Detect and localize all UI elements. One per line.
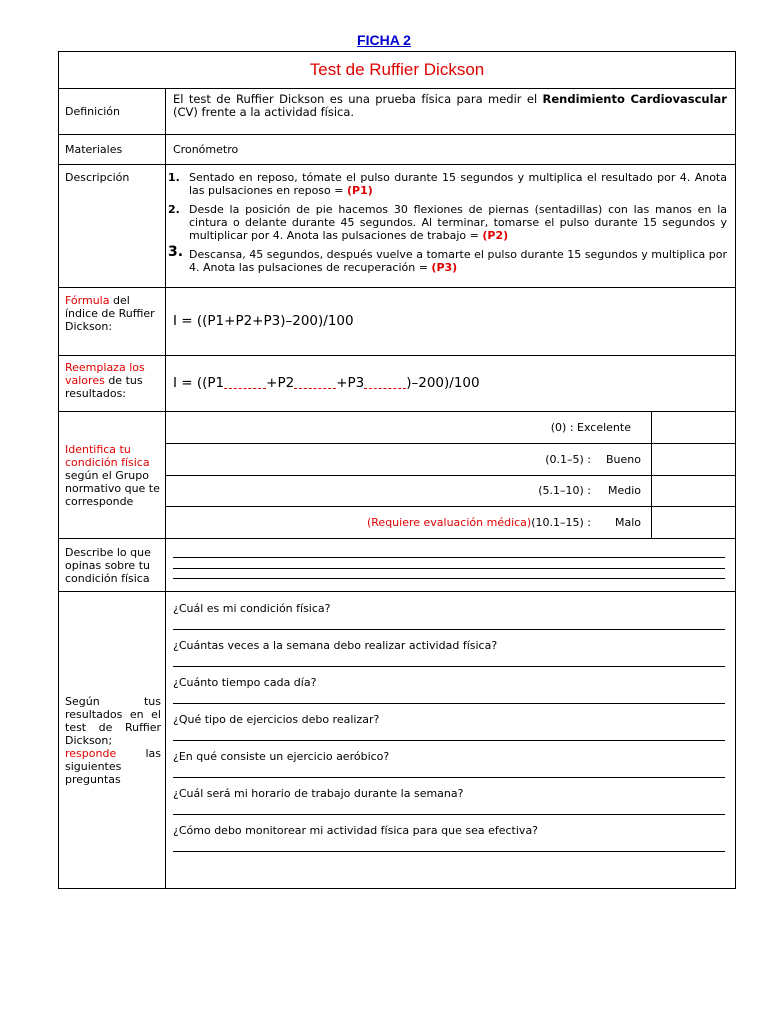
norm-row: (0.1–5) : Bueno: [166, 444, 735, 476]
describe-label: Describe lo que opinas sobre tu condición física: [59, 539, 166, 591]
question-item: ¿Qué tipo de ejercicios debo realizar?: [173, 713, 725, 741]
questions: [166, 592, 735, 888]
norm-row: (0) : Excelente: [166, 412, 735, 444]
formula-row: [59, 288, 735, 356]
describe-row: [59, 539, 735, 592]
formula-label: Fórmula del índice de Ruffier Dickson:: [59, 288, 166, 355]
norm-row: (Requiere evaluación médica) (10.1–15) : Malo: [166, 507, 735, 538]
reemplaza-label: Reemplaza los valores de tus resultados:: [59, 356, 166, 411]
answer-line[interactable]: [173, 777, 725, 778]
descripcion-steps: [166, 165, 735, 287]
question-item: ¿Cuánto tiempo cada día?: [173, 676, 725, 704]
p2-blank[interactable]: [294, 378, 336, 389]
excelente-box[interactable]: [652, 412, 735, 443]
step-1: 1. Sentado en reposo, tómate el pulso durante 15 segundos y multiplica el resultado por 4. Anota las pulsaciones en reposo = (P1): [168, 171, 727, 197]
describe-lines[interactable]: [166, 539, 735, 591]
question-item: ¿Cómo debo monitorear mi actividad física para que sea efectiva?: [173, 824, 725, 852]
materiales-value: Cronómetro: [173, 143, 239, 156]
identifica-row: [59, 412, 735, 539]
question-item: ¿En qué consiste un ejercicio aeróbico?: [173, 750, 725, 778]
answer-line[interactable]: [173, 629, 725, 630]
question-item: ¿Cuál es mi condición física?: [173, 602, 725, 630]
test-sheet: [58, 51, 736, 889]
bueno-box[interactable]: [652, 444, 735, 475]
reemplaza-row: [59, 356, 735, 412]
definicion-row: [59, 89, 735, 135]
descripcion-row: [59, 165, 735, 288]
answer-line[interactable]: [173, 814, 725, 815]
preguntas-label: Según tus resultados en el test de Ruffier Dickson; responde las siguientes preguntas: [59, 592, 166, 888]
p3-blank[interactable]: [364, 378, 406, 389]
definicion-text: El test de Ruffier Dickson es una prueba física para medir el Rendimiento Cardiovascular (CV) frente a la actividad física.: [173, 92, 727, 119]
ficha-title: FICHA 2: [357, 32, 411, 48]
test-title: Test de Ruffier Dickson: [59, 52, 735, 89]
answer-line[interactable]: [173, 851, 725, 852]
malo-box[interactable]: [652, 507, 735, 538]
question-item: ¿Cuál será mi horario de trabajo durante la semana?: [173, 787, 725, 815]
formula-value: I = ((P1+P2+P3)–200)/100: [173, 313, 354, 329]
answer-line[interactable]: [173, 666, 725, 667]
answer-line[interactable]: [173, 703, 725, 704]
norm-table: [166, 412, 735, 538]
step-2: 2. Desde la posición de pie hacemos 30 flexiones de piernas (sentadillas) con las manos en la cintura o delante durante 45 segundos. Al terminar, tomarse el pulso durante 15 segundos y multiplicar por 4. Anota las pulsaciones de trabajo = (P2): [168, 203, 727, 242]
definicion-label: Definición: [59, 89, 166, 134]
norm-row: (5.1–10) : Medio: [166, 476, 735, 508]
identifica-label: Identifica tu condición física según el Grupo normativo que te corresponde: [59, 412, 166, 538]
question-item: ¿Cuántas veces a la semana debo realizar actividad física?: [173, 639, 725, 667]
descripcion-label: Descripción: [59, 165, 166, 287]
step-3: 3. Descansa, 45 segundos, después vuelve a tomarte el pulso durante 15 segundos y multiplica por 4. Anota las pulsaciones de recuperación = (P3): [168, 244, 727, 274]
p1-blank[interactable]: [224, 378, 266, 389]
materiales-label: Materiales: [59, 135, 166, 164]
reemplaza-formula: I = ((P1 +P2 +P3 )–200)/100: [173, 375, 480, 391]
medio-box[interactable]: [652, 476, 735, 507]
preguntas-row: [59, 592, 735, 888]
materiales-row: [59, 135, 735, 165]
answer-line[interactable]: [173, 740, 725, 741]
